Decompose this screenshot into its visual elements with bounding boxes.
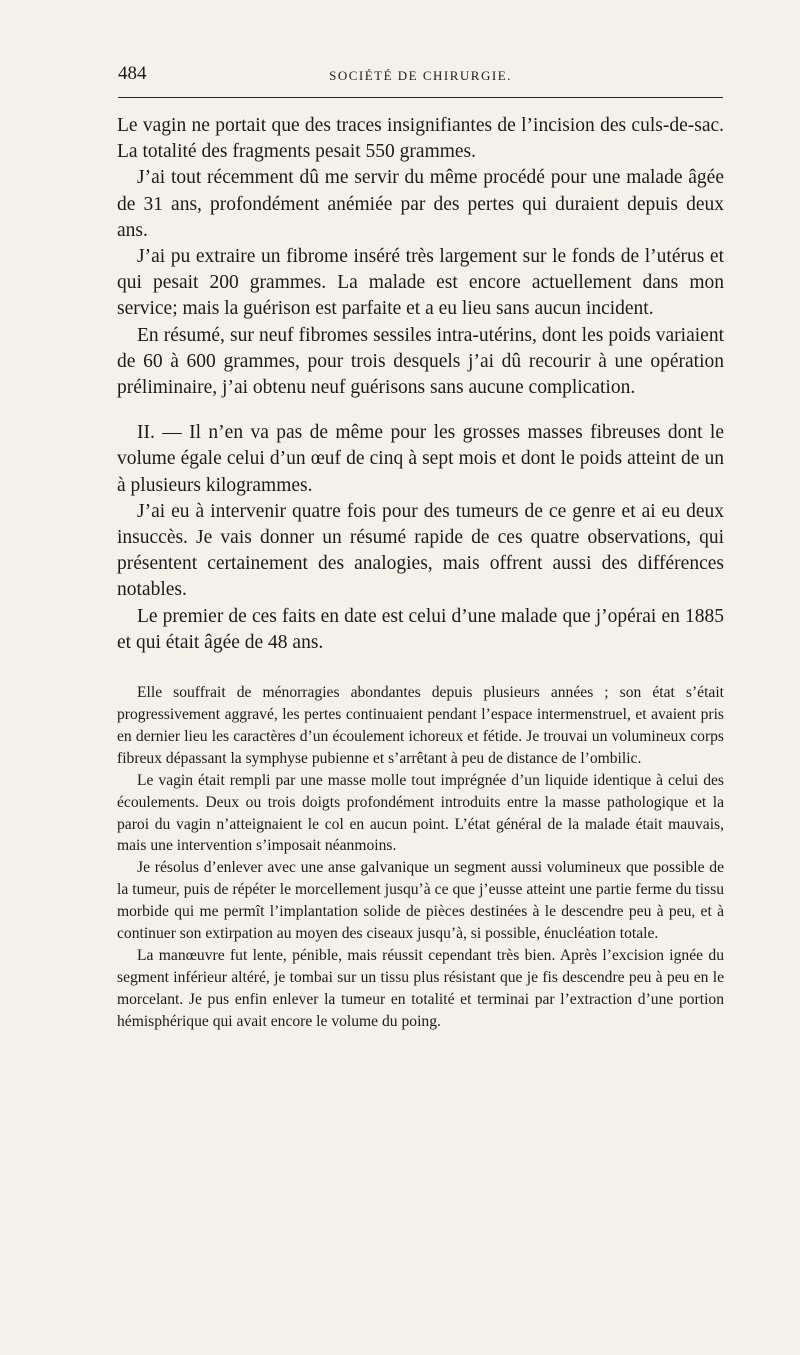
running-title: SOCIÉTÉ DE CHIRURGIE. [329,68,512,83]
paragraph: J’ai eu à intervenir quatre fois pour des tumeurs de ce genre et ai eu deux insuccès. Je vais donner un résumé rapide de ces quatre observations, qui présentent certainement des analogies, mais offrent aussi des différences notables. [117,500,724,601]
paragraph: En résumé, sur neuf fibromes sessiles intra-utérins, dont les poids variaient de 60 à 600 grammes, pour trois desquels j’ai dû recourir à une opération préliminaire, j’ai obtenu neuf guérisons sans aucune complication. [117,324,724,399]
paragraph: Je résolus d’enlever avec une anse galvanique un segment aussi volumineux que possible de la tumeur, puis de répéter le morcellement jusqu’à ce que j’eusse atteint une partie ferme du tissu morbide qui me permît l’implantation solide de pièces destinées à le descendre peu à peu, et à continuer son extirpation au moyen des ciseaux jusqu’à, si possible, énucléation totale. [117,859,724,943]
paragraph: II. — Il n’en va pas de même pour les grosses masses fibreuses dont le volume égale celui d’un œuf de cinq à sept mois et dont le poids atteint de un à plusieurs kilogrammes. [117,422,724,496]
page-header [118,60,723,90]
section-1 [117,113,724,401]
paragraph: Le premier de ces faits en date est celui d’une malade que j’opérai en 1885 et qui était âgée de 48 ans. [117,605,724,653]
paragraph: Elle souffrait de ménorragies abondantes depuis plusieurs années ; son état s’était progressivement aggravé, les pertes continuaient pendant l’espace intermenstruel, et avaient pris en dernier lieu les caractères d’un écoulement ichoreux et fétide. Je trouvai un volumineux corps fibreux dépassant la symphyse pubienne et s’arrêtant à peu de distance de l’ombilic. [117,684,724,767]
paragraph: J’ai pu extraire un fibrome inséré très largement sur le fonds de l’utérus et qui pesait 200 grammes. La malade est encore actuellement dans mon service; mais la guérison est parfaite et a eu lieu sans aucun incident. [117,246,724,320]
paragraph: Le vagin ne portait que des traces insignifiantes de l’incision des culs-de-sac. La totalité des fragments pesait 550 grammes. [117,115,724,163]
paragraph: J’ai tout récemment dû me servir du même procédé pour une malade âgée de 31 ans, profondément anémiée par des pertes qui duraient depuis deux ans. [117,167,724,241]
observation-text [117,682,724,1033]
paragraph: Le vagin était rempli par une masse molle tout imprégnée d’un liquide identique à celui des écoulements. Deux ou trois doigts profondément introduits entre la masse pathologique et la paroi du vagin n’atteignaient le col en aucun point. L’état général de la malade était mauvais, mais une intervention s’imposait néanmoins. [117,771,724,855]
header-rule [118,97,723,98]
page-number: 484 [118,63,147,84]
section-2 [117,420,724,656]
paragraph: La manœuvre fut lente, pénible, mais réussit cependant très bien. Après l’excision ignée du segment inférieur altéré, je tombai sur un tissu plus résistant que je fis descendre peu à peu en le morcelant. Je pus enfin enlever la tumeur en totalité et terminai par l’extraction d’une portion hémisphérique qui avait encore le volume du poing. [117,946,724,1030]
body-text [117,113,724,1033]
